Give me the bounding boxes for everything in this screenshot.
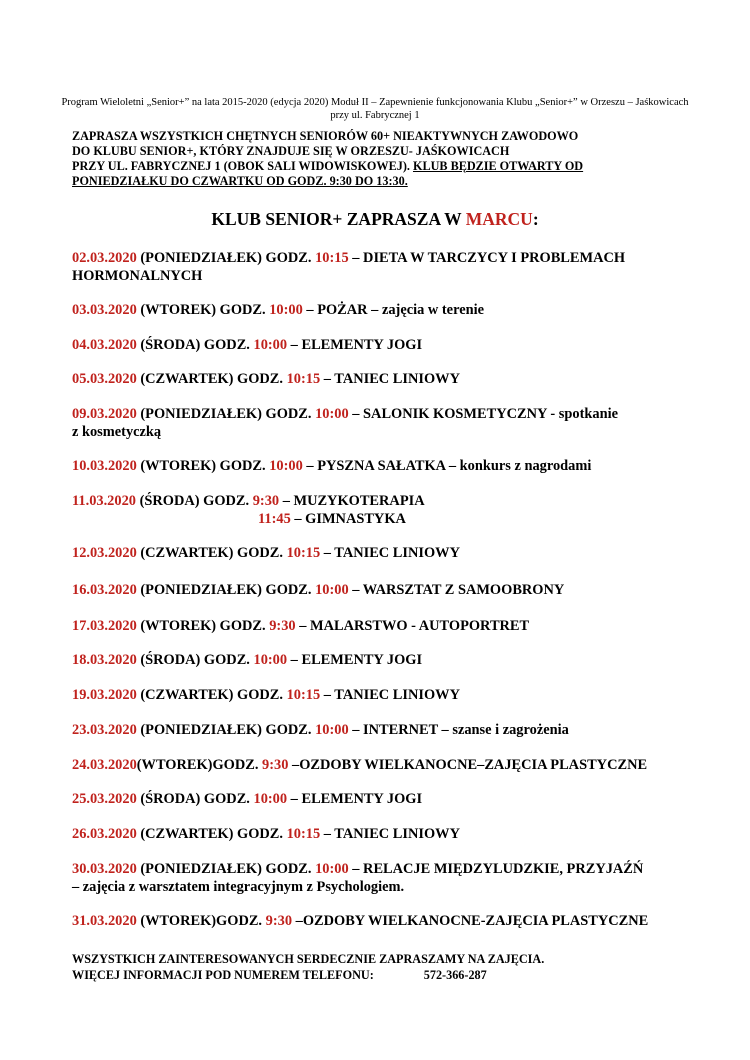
event-time: 9:30	[265, 913, 293, 929]
event-description-cont: z kosmetyczką	[72, 424, 162, 440]
event-date: 26.03.2020	[72, 826, 137, 842]
event-date: 16.03.2020	[72, 582, 137, 598]
event-description-cont: HORMONALNYCH	[72, 268, 203, 284]
event-day: (WTOREK) GODZ.	[136, 458, 270, 474]
event-day: (WTOREK) GODZ.	[136, 618, 270, 634]
event-day: (CZWARTEK) GODZ.	[136, 371, 287, 387]
title-colon: :	[532, 209, 539, 229]
event-date: 17.03.2020	[72, 618, 137, 634]
event-description: – ELEMENTY JOGI	[287, 791, 423, 807]
event-date: 05.03.2020	[72, 371, 137, 387]
intro-line-3-text: PRZY UL. FABRYCZNEJ 1 (OBOK SALI WIDOWISKOWEJ).	[72, 159, 413, 173]
event-description: – DIETA W TARCZYCY I PROBLEMACH	[348, 250, 626, 266]
event-item	[72, 249, 692, 285]
event-description: – POŻAR – zajęcia w terenie	[302, 302, 484, 318]
event-date: 18.03.2020	[72, 652, 137, 668]
event-item	[72, 544, 692, 562]
event-date: 11.03.2020	[72, 493, 136, 509]
event-time: 10:15	[286, 371, 321, 387]
footer-phone-label: WIĘCEJ INFORMACJI POD NUMEREM TELEFONU:	[72, 968, 374, 982]
event-date: 30.03.2020	[72, 861, 137, 877]
program-header	[60, 96, 690, 122]
title-month: MARCU	[465, 209, 533, 229]
event-description-cont: – zajęcia z warsztatem integracyjnym z Psychologiem.	[72, 879, 405, 895]
event-date: 25.03.2020	[72, 791, 137, 807]
event-date: 02.03.2020	[72, 250, 137, 266]
event-item	[72, 405, 692, 441]
event-description: – INTERNET – szanse i zagrożenia	[348, 722, 569, 738]
event-day: (ŚRODA) GODZ.	[136, 652, 254, 668]
event-description: – SALONIK KOSMETYCZNY - spotkanie	[348, 406, 618, 422]
event-item	[72, 370, 692, 388]
event-time: 10:00	[315, 722, 349, 738]
event-description: – TANIEC LINIOWY	[320, 371, 460, 387]
event-date: 19.03.2020	[72, 687, 137, 703]
event-description: – PYSZNA SAŁATKA – konkurs z nagrodami	[302, 458, 592, 474]
event-time: 9:30	[262, 757, 289, 773]
event-day: (WTOREK) GODZ.	[136, 302, 270, 318]
event-day: (ŚRODA) GODZ.	[136, 337, 254, 353]
event-item	[72, 457, 692, 475]
event-item	[72, 617, 692, 635]
event-time: 10:15	[286, 545, 321, 561]
event-day: (PONIEDZIAŁEK) GODZ.	[136, 861, 316, 877]
phone-number: 572-366-287	[423, 968, 487, 982]
event-time: 10:00	[253, 337, 288, 353]
event-day: (CZWARTEK) GODZ.	[136, 545, 287, 561]
intro-line-4: PONIEDZIAŁKU DO CZWARTKU OD GODZ. 9:30 DO 13:30.	[72, 174, 408, 188]
event-day: (PONIEDZIAŁEK) GODZ.	[136, 582, 316, 598]
title-text: KLUB SENIOR+ ZAPRASZA W	[211, 209, 466, 229]
event-description: – WARSZTAT Z SAMOOBRONY	[348, 582, 565, 598]
event-day: (CZWARTEK) GODZ.	[136, 826, 287, 842]
event-time: 10:15	[286, 687, 321, 703]
event-description: – ELEMENTY JOGI	[287, 337, 423, 353]
event-item	[72, 860, 692, 896]
event-item	[72, 336, 692, 354]
event-item	[72, 581, 692, 599]
event-date: 12.03.2020	[72, 545, 137, 561]
event-date: 04.03.2020	[72, 337, 137, 353]
event-item	[72, 651, 692, 669]
event-description: – TANIEC LINIOWY	[320, 687, 460, 703]
event-description: –OZDOBY WIELKANOCNE-ZAJĘCIA PLASTYCZNE	[292, 913, 649, 929]
event-date: 23.03.2020	[72, 722, 137, 738]
event-description: – TANIEC LINIOWY	[320, 545, 460, 561]
event-item	[72, 756, 692, 774]
event-description: – ELEMENTY JOGI	[287, 652, 423, 668]
event-description: – MUZYKOTERAPIA	[279, 493, 425, 509]
event-time: 10:15	[286, 826, 321, 842]
intro-line-3-underlined: KLUB BĘDZIE OTWARTY OD	[412, 159, 584, 173]
event-description: – TANIEC LINIOWY	[320, 826, 460, 842]
event-date: 24.03.2020	[72, 757, 137, 773]
event-date: 03.03.2020	[72, 302, 137, 318]
event-day: (CZWARTEK) GODZ.	[136, 687, 287, 703]
event-day: (WTOREK)GODZ.	[136, 757, 263, 773]
event-item	[72, 912, 692, 930]
intro-line-2: DO KLUBU SENIOR+, KTÓRY ZNAJDUJE SIĘ W ORZESZU- JAŚKOWICACH	[72, 144, 510, 158]
event-date: 31.03.2020	[72, 913, 137, 929]
event-day: (ŚRODA) GODZ.	[135, 493, 253, 509]
intro-block	[72, 129, 692, 189]
event-item	[72, 492, 692, 528]
event-time: 10:00	[269, 458, 303, 474]
event-item	[72, 301, 692, 319]
event-second-slot	[72, 510, 692, 528]
event-description: – RELACJE MIĘDZYLUDZKIE, PRZYJAŹŃ	[348, 861, 644, 877]
event-time: 10:00	[253, 652, 288, 668]
event-time: 10:00	[315, 582, 349, 598]
program-line-2: przy ul. Fabrycznej 1	[330, 110, 420, 121]
event-item	[72, 686, 692, 704]
footer-line-1: WSZYSTKICH ZAINTERESOWANYCH SERDECZNIE ZAPRASZAMY NA ZAJĘCIA.	[72, 952, 545, 966]
event-time-2: 11:45	[258, 511, 291, 527]
intro-line-1: ZAPRASZA WSZYSTKICH CHĘTNYCH SENIORÓW 60+ NIEAKTYWNYCH ZAWODOWO	[72, 129, 579, 143]
event-day: (PONIEDZIAŁEK) GODZ.	[136, 722, 316, 738]
event-item	[72, 825, 692, 843]
event-time: 10:00	[253, 791, 288, 807]
event-time: 9:30	[252, 493, 280, 509]
event-item	[72, 790, 692, 808]
event-time: 9:30	[269, 618, 296, 634]
footer-line-2	[72, 967, 692, 983]
page-title	[0, 208, 750, 230]
program-line-1: Program Wieloletni „Senior+” na lata 2015-2020 (edycja 2020) Moduł II – Zapewnienie funkcjonowania Klubu „Senior+” w Orzeszu – Jaśkowicach	[61, 97, 689, 108]
event-time: 10:00	[315, 861, 349, 877]
event-time: 10:00	[315, 406, 349, 422]
event-description: – MALARSTWO - AUTOPORTRET	[295, 618, 530, 634]
event-time: 10:00	[269, 302, 303, 318]
event-day: (WTOREK)GODZ.	[136, 913, 266, 929]
event-day: (PONIEDZIAŁEK) GODZ.	[136, 406, 316, 422]
event-item	[72, 721, 692, 739]
footer-block	[72, 951, 692, 983]
event-date: 09.03.2020	[72, 406, 137, 422]
event-day: (PONIEDZIAŁEK) GODZ.	[136, 250, 316, 266]
event-time: 10:15	[315, 250, 349, 266]
event-description-2: – GIMNASTYKA	[290, 511, 406, 527]
event-description: –OZDOBY WIELKANOCNE–ZAJĘCIA PLASTYCZNE	[288, 757, 648, 773]
intro-line-3	[72, 159, 692, 174]
event-day: (ŚRODA) GODZ.	[136, 791, 254, 807]
event-date: 10.03.2020	[72, 458, 137, 474]
